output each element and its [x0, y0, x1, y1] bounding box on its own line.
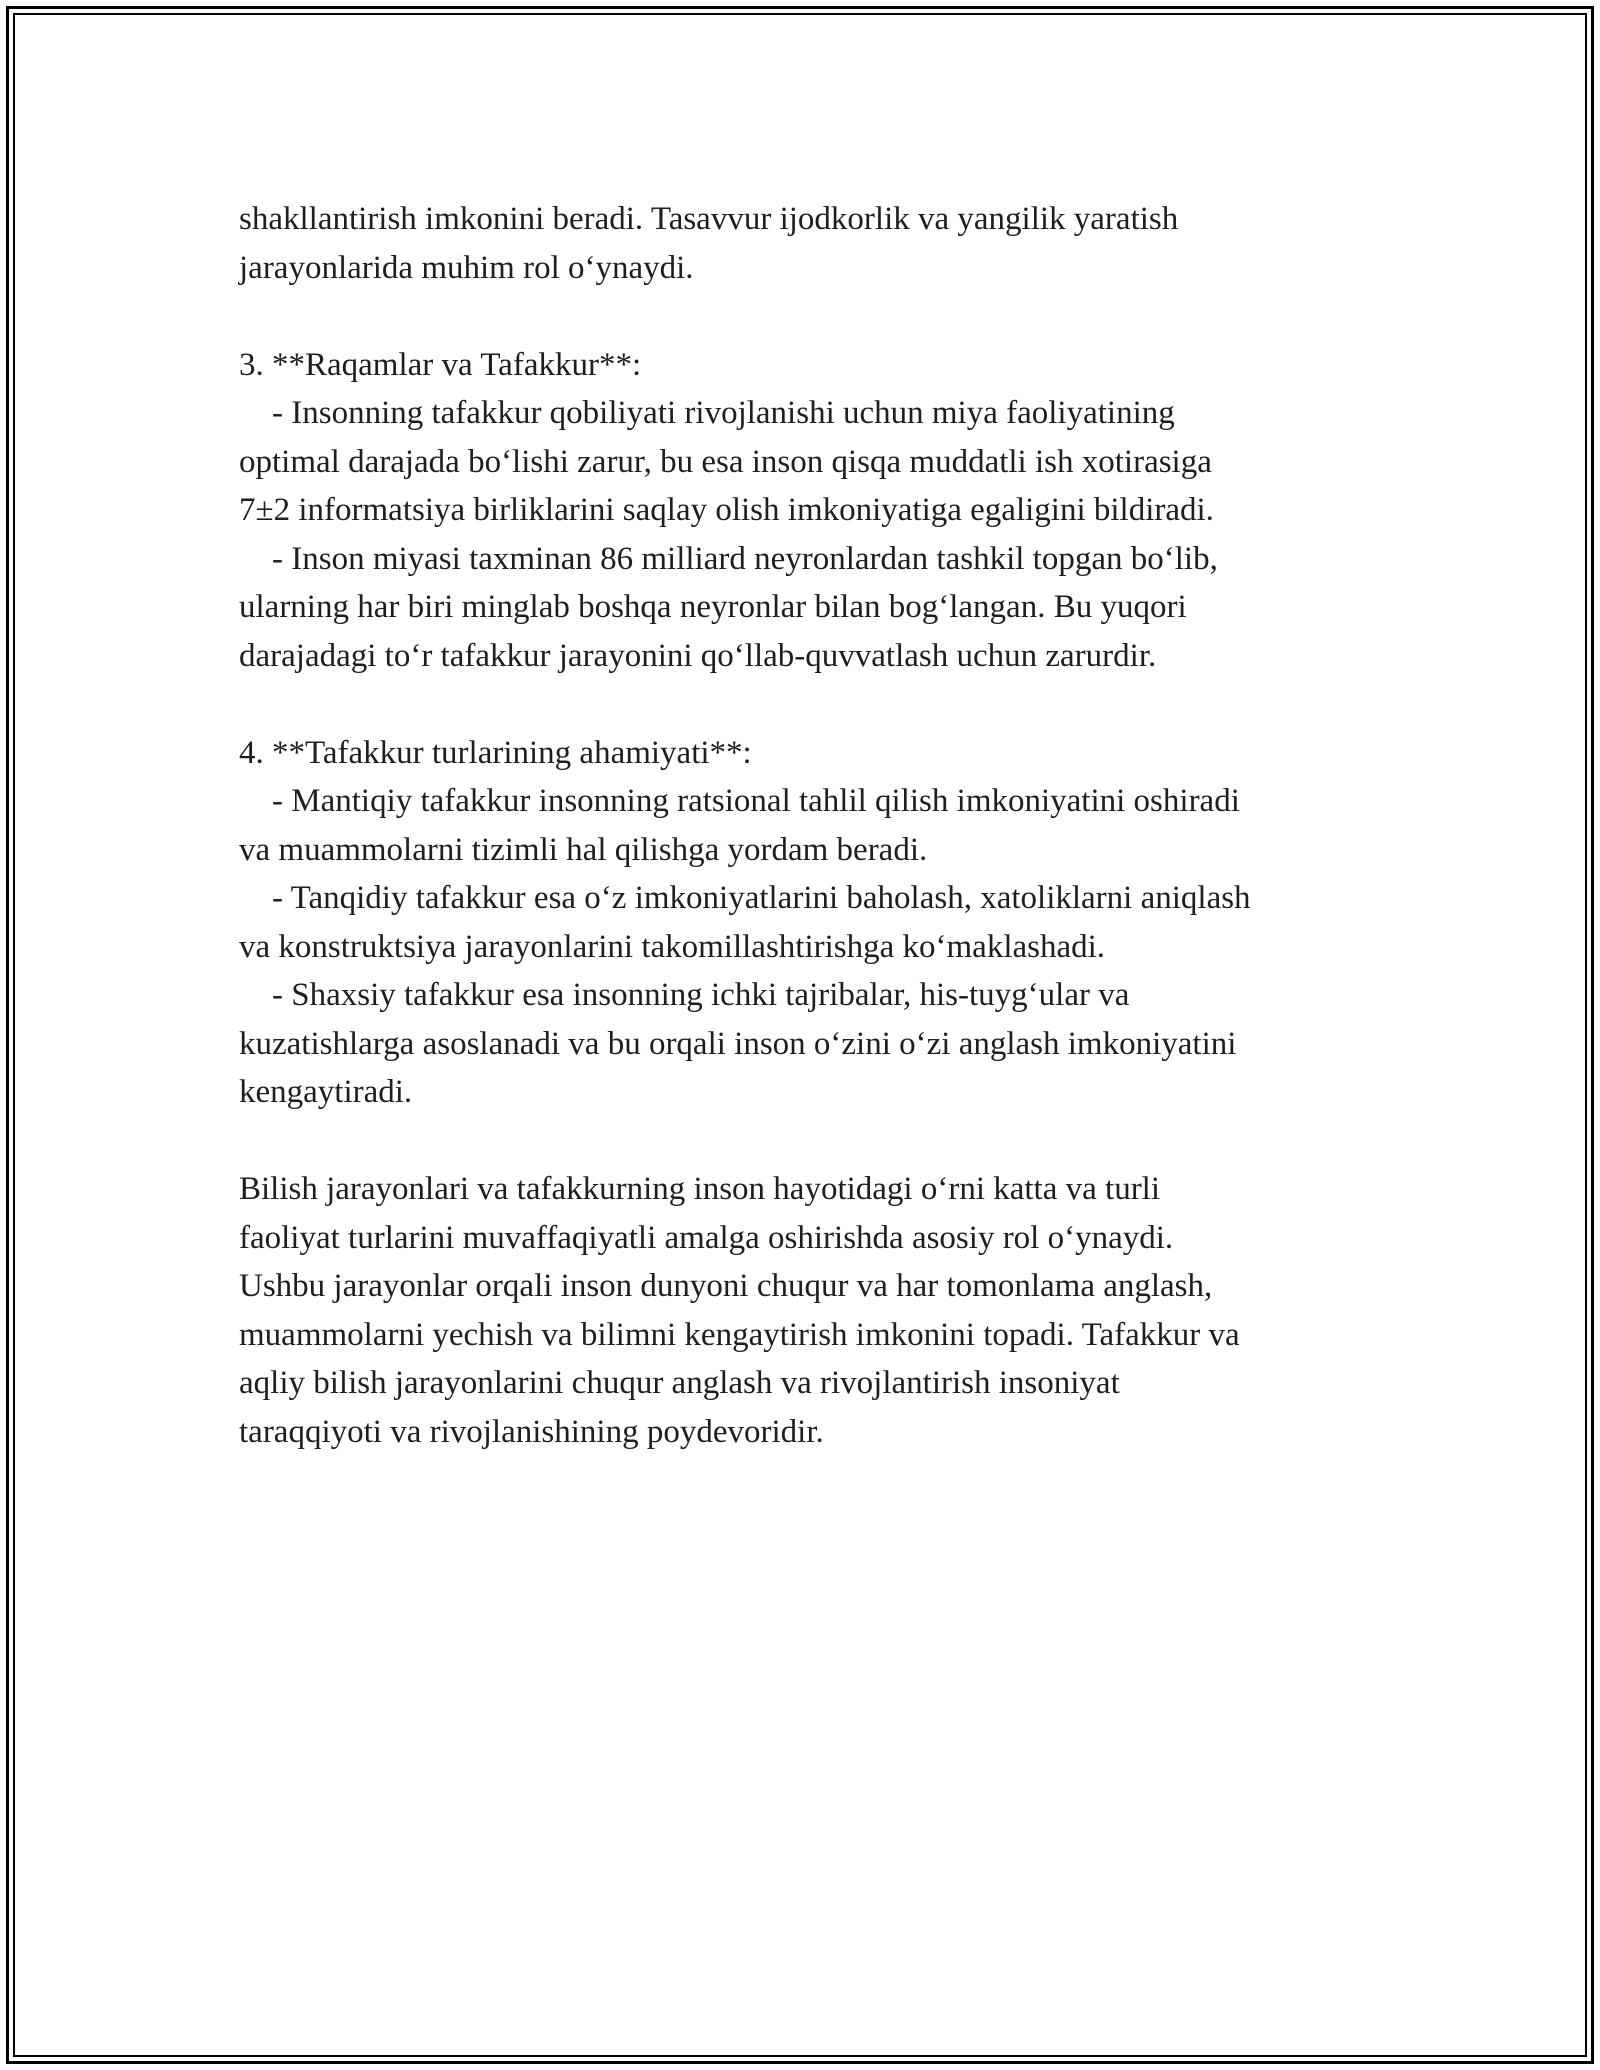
text-line: faoliyat turlarini muvaffaqiyatli amalga oshirishda asosiy rol o‘ynaydi.: [239, 1219, 1174, 1256]
section-4: [239, 729, 1399, 1117]
section-heading: 4. **Tafakkur turlarining ahamiyati**:: [239, 734, 752, 771]
document-body: [239, 195, 1399, 1456]
text-line: Bilish jarayonlari va tafakkurning inson hayotidagi o‘rni katta va turli: [239, 1171, 1161, 1207]
text-line: - Tanqidiy tafakkur esa o‘z imkoniyatlarini baholash, xatoliklarni aniqlash: [239, 880, 1251, 916]
section-3: [239, 341, 1399, 681]
text-line: va muammolarni tizimli hal qilishga yordam beradi.: [239, 831, 928, 868]
text-line: optimal darajada bo‘lishi zarur, bu esa inson qisqa muddatli ish xotirasiga: [239, 443, 1212, 480]
text-line: Ushbu jarayonlar orqali inson dunyoni chuqur va har tomonlama anglash,: [239, 1268, 1213, 1304]
text-line: shakllantirish imkonini beradi. Tasavvur ijodkorlik va yangilik yaratish: [239, 201, 1179, 237]
text-line: darajadagi to‘r tafakkur jarayonini qo‘llab-quvvatlash uchun zarurdir.: [239, 637, 1157, 674]
text-line: va konstruktsiya jarayonlarini takomillashtirishga ko‘maklashadi.: [239, 928, 1106, 965]
intro-paragraph: [239, 195, 1399, 292]
paragraph-gap: [239, 680, 1399, 729]
text-line: kuzatishlarga asoslanadi va bu orqali inson o‘zini o‘zi anglash imkoniyatini: [239, 1025, 1237, 1062]
text-line: - Mantiqiy tafakkur insonning ratsional tahlil qilish imkoniyatini oshiradi: [239, 783, 1240, 819]
text-line: aqliy bilish jarayonlarini chuqur anglash va rivojlantirish insoniyat: [239, 1365, 1120, 1401]
text-line: - Insonning tafakkur qobiliyati rivojlanishi uchun miya faoliyatining: [239, 395, 1175, 431]
conclusion-paragraph: [239, 1165, 1399, 1456]
text-line: jarayonlarida muhim rol o‘ynaydi.: [239, 249, 694, 286]
text-line: muammolarni yechish va bilimni kengaytirish imkonini topadi. Tafakkur va: [239, 1316, 1240, 1353]
paragraph-gap: [239, 1117, 1399, 1166]
text-line: - Inson miyasi taxminan 86 milliard neyronlardan tashkil topgan bo‘lib,: [239, 540, 1218, 577]
section-heading: 3. **Raqamlar va Tafakkur**:: [239, 346, 642, 383]
text-line: - Shaxsiy tafakkur esa insonning ichki tajribalar, his-tuyg‘ular va: [239, 977, 1130, 1013]
text-line: taraqqiyoti va rivojlanishining poydevoridir.: [239, 1413, 824, 1450]
text-line: 7±2 informatsiya birliklarini saqlay olish imkoniyatiga egaligini bildiradi.: [239, 492, 1214, 528]
document-page: [6, 6, 1594, 2064]
text-line: kengaytiradi.: [239, 1074, 413, 1110]
paragraph-gap: [239, 292, 1399, 341]
text-line: ularning har biri minglab boshqa neyronlar bilan bog‘langan. Bu yuqori: [239, 589, 1187, 625]
